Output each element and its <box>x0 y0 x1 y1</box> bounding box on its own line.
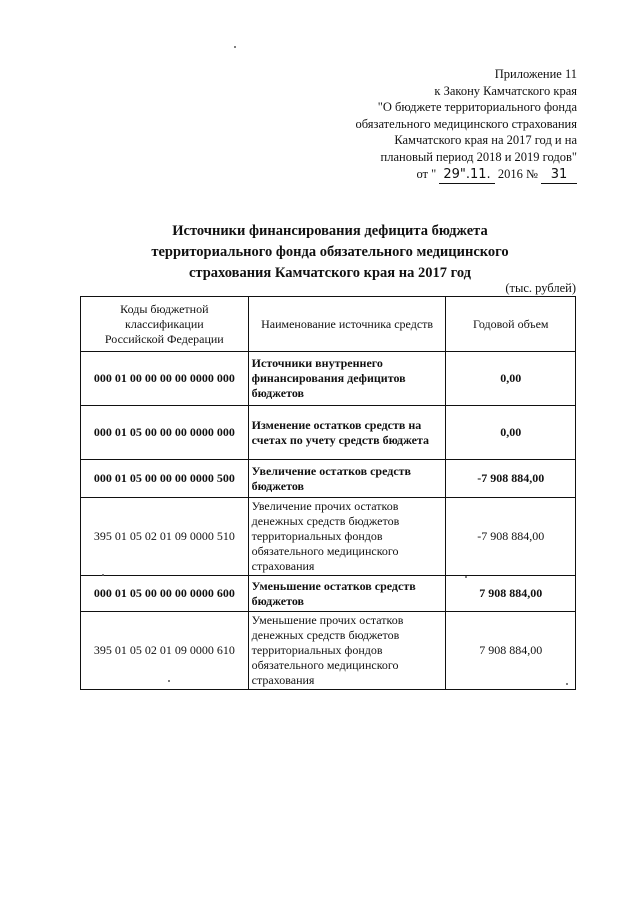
budget-sources-table <box>80 296 576 690</box>
title-line-1: Источники финансирования дефицита бюджета <box>172 223 488 239</box>
row-code: 000 01 05 00 00 00 0000 600 <box>81 576 249 612</box>
appendix-line-2: к Закону Камчатского края <box>434 83 577 98</box>
row-code: 395 01 05 02 01 09 0000 610 <box>81 612 249 690</box>
scan-speck <box>234 46 236 48</box>
row-name: Источники внутреннего финансирования дефицитов бюджетов <box>248 352 446 406</box>
appendix-date-line <box>257 166 577 185</box>
row-amount: 0,00 <box>446 352 576 406</box>
row-name: Изменение остатков средств на счетах по учету средств бюджета <box>248 406 446 460</box>
row-amount: -7 908 884,00 <box>446 460 576 498</box>
number-prefix: № <box>525 166 538 181</box>
appendix-line-6: плановый период 2018 и 2019 годов" <box>380 149 577 164</box>
handwritten-number: 31 <box>541 167 577 185</box>
header-codes-line-3: Российской Федерации <box>104 331 224 346</box>
row-code: 000 01 05 00 00 00 0000 500 <box>81 460 249 498</box>
units-label: (тыс. рублей) <box>505 281 576 295</box>
header-amount: Годовой объем <box>446 297 576 352</box>
row-amount: 7 908 884,00 <box>446 612 576 690</box>
row-amount: 0,00 <box>446 406 576 460</box>
title-line-2: территориального фонда обязательного медицинского <box>151 244 509 260</box>
row-amount: 7 908 884,00 <box>446 576 576 612</box>
row-amount: -7 908 884,00 <box>446 498 576 576</box>
header-codes-line-1: Коды бюджетной <box>120 301 209 316</box>
row-code: 000 01 05 00 00 00 0000 000 <box>81 406 249 460</box>
header-codes <box>81 297 249 352</box>
row-name: Уменьшение остатков средств бюджетов <box>248 576 446 612</box>
table-row <box>81 498 576 576</box>
table-row <box>81 406 576 460</box>
scan-speck <box>566 683 568 685</box>
row-code: 000 01 00 00 00 00 0000 000 <box>81 352 249 406</box>
header-codes-line-2: классификации <box>125 316 204 331</box>
scan-speck <box>168 680 170 682</box>
scan-speck <box>465 576 467 578</box>
title-line-3: страхования Камчатского края на 2017 год <box>188 265 472 281</box>
document-title <box>80 221 580 284</box>
appendix-block <box>257 66 577 184</box>
table-row <box>81 352 576 406</box>
row-code: 395 01 05 02 01 09 0000 510 <box>81 498 249 576</box>
table-row <box>81 460 576 498</box>
appendix-line-4: обязательного медицинского страхования <box>355 116 577 131</box>
row-name: Уменьшение прочих остатков денежных средств бюджетов территориальных фондов обязательного медицинского страхования <box>248 612 446 690</box>
table-header-row <box>81 297 576 352</box>
handwritten-date: 29".11. <box>439 167 494 185</box>
appendix-line-3: "О бюджете территориального фонда <box>377 100 577 115</box>
row-name: Увеличение прочих остатков денежных средств бюджетов территориальных фондов обязательного медицинского страхования <box>248 498 446 576</box>
date-prefix: от " <box>416 166 437 181</box>
row-name: Увеличение остатков средств бюджетов <box>248 460 446 498</box>
table-row <box>81 612 576 690</box>
appendix-line-5: Камчатского края на 2017 год и на <box>394 133 577 148</box>
scan-speck <box>102 574 104 576</box>
table-row <box>81 576 576 612</box>
appendix-line-1: Приложение 11 <box>494 67 577 81</box>
date-year: 2016 <box>497 166 523 181</box>
header-name: Наименование источника средств <box>248 297 446 352</box>
